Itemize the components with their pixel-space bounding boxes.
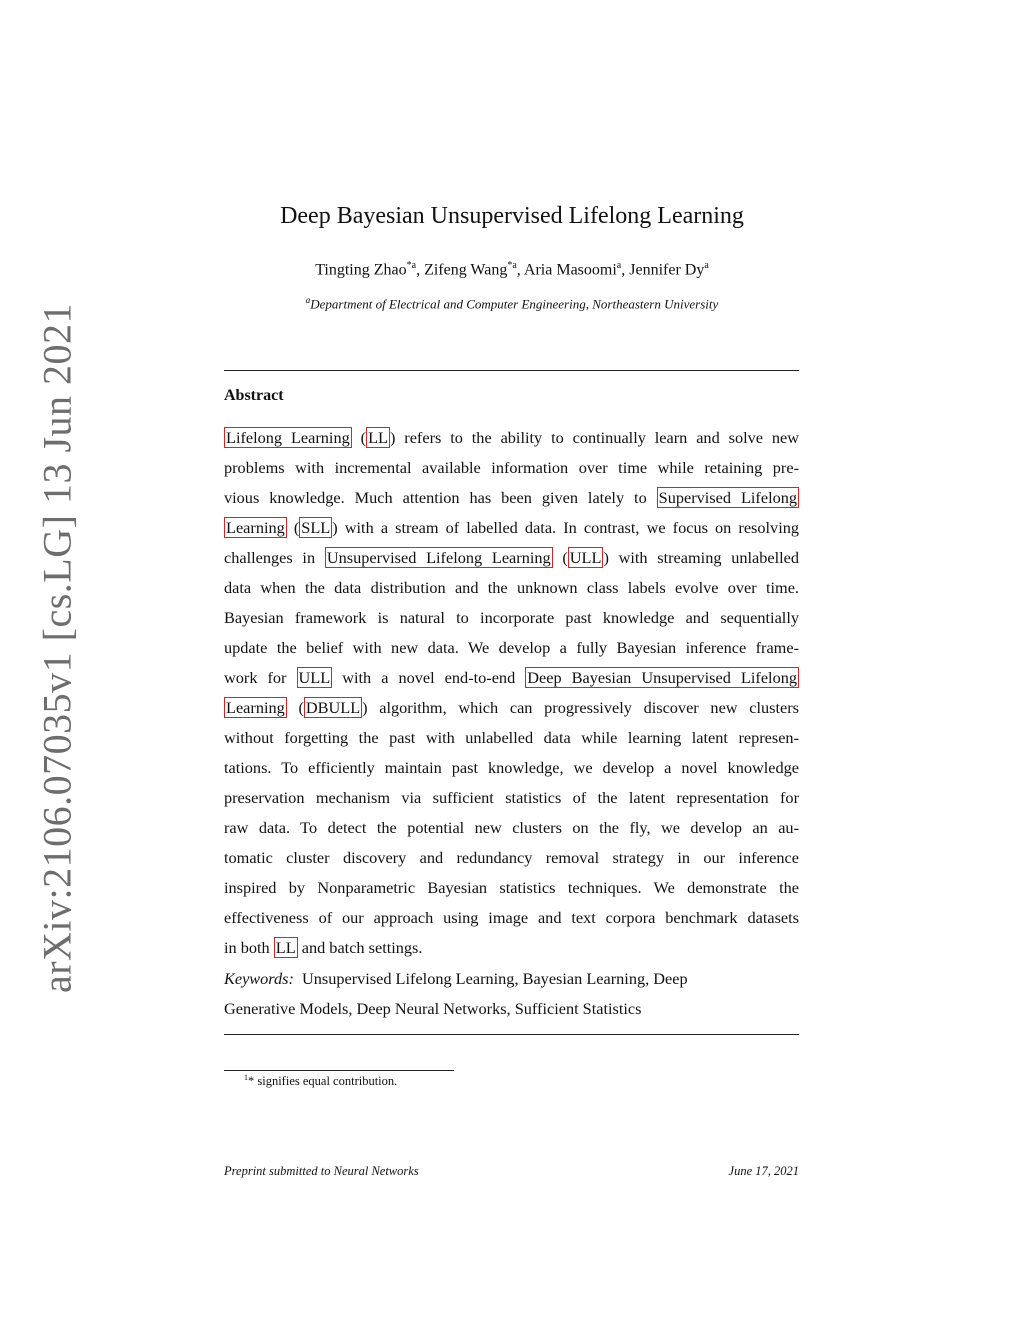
keywords-line-2: Generative Models, Deep Neural Networks, Sufficient Statistics [224,999,642,1018]
affiliation-text: Department of Electrical and Computer Engineering, Northeastern University [310,296,719,312]
affiliation [0,295,1024,312]
arxiv-identifier-stamp[interactable]: arXiv:2106.07035v1 [cs.LG] 13 Jun 2021 [34,302,80,994]
abstract-bottom-rule [224,1034,799,1035]
abstract-text: ) refers to the ability to continually learn and solve new [389,428,799,447]
abstract-text: and batch settings. [297,938,423,957]
glossary-link[interactable]: DBULL [305,698,361,717]
abstract-text: with a novel end-to-end [332,668,526,687]
paper-title: Deep Bayesian Unsupervised Lifelong Learning [280,203,744,229]
abstract-line [224,573,799,603]
abstract-line [224,663,799,693]
footnote-rule [224,1070,454,1071]
author-name: Jennifer Dy [629,261,705,279]
abstract-text: update the belief with new data. We develop a fully Bayesian inference frame- [224,638,799,657]
abstract-text: raw data. To detect the potential new clusters on the fly, we develop an au- [224,818,799,837]
glossary-link[interactable]: ULL [298,668,331,687]
abstract-text: work for [224,668,297,687]
keywords-label: Keywords: [224,969,294,988]
affiliation-mark: a [305,295,311,305]
author-name: Aria Masoomi [523,261,617,279]
glossary-link[interactable]: Supervised Lifelong [658,488,798,507]
abstract-text: preservation mechanism via sufficient statistics of the latent representation for [224,788,799,807]
abstract-line [224,693,799,723]
abstract-line [224,543,799,573]
abstract-line [224,513,799,543]
abstract-text: ) algorithm, which can progressively discover new clusters [362,698,799,717]
author-name: Zifeng Wang [424,261,508,279]
abstract-line [224,603,799,633]
glossary-link[interactable]: Learning [226,518,285,537]
abstract-line [224,453,799,483]
author-affiliation-mark: *a [507,260,517,271]
abstract-line [224,423,799,453]
abstract-line [224,753,799,783]
glossary-link[interactable]: ULL [569,548,602,567]
author-affiliation-mark: *a [406,260,417,271]
abstract-line [224,903,799,933]
abstract-text: ( [286,518,300,537]
abstract-text: in both [224,938,274,957]
glossary-link[interactable]: LL [275,938,296,957]
abstract-line [224,873,799,903]
footnote [244,1073,397,1089]
abstract-text: problems with incremental available information over time while retaining pre- [224,458,799,477]
keywords-block [224,964,799,1024]
abstract-text: challenges in [224,548,325,567]
abstract-line [224,633,799,663]
abstract-text: without forgetting the past with unlabelled data while learning latent represen- [224,728,799,747]
author-name: Tingting Zhao [315,261,407,279]
keywords-text-1: Unsupervised Lifelong Learning, Bayesian Learning, Deep [301,969,688,988]
glossary-link[interactable]: Learning [226,698,285,717]
abstract-text: ( [351,428,367,447]
abstract-text: inspired by Nonparametric Bayesian statistics techniques. We demonstrate the [224,878,799,897]
abstract-text: ) with streaming unlabelled [603,548,800,567]
footnote-mark: 1 [244,1073,248,1082]
abstract-text: ( [552,548,568,567]
glossary-link[interactable]: LL [368,428,388,447]
abstract-line [224,843,799,873]
abstract-text: vious knowledge. Much attention has been given lately to [224,488,657,507]
abstract-text: tations. To efficiently maintain past knowledge, we develop a novel knowledge [224,758,799,777]
abstract-text: data when the data distribution and the unknown class labels evolve over time. [224,578,799,597]
keywords-line-1 [224,964,799,994]
abstract-text: ( [286,698,304,717]
abstract-text: effectiveness of our approach using image and text corpora benchmark datasets [224,908,799,927]
abstract-body [224,423,799,963]
abstract-line [224,933,799,963]
abstract-line [224,723,799,753]
author-list: Tingting Zhao$^{*a}$, Zifeng Wang$^{*a}$, Aria Masoomi$^a$, Jennifer Dy$^a$ [315,260,709,279]
glossary-link[interactable]: Unsupervised Lifelong Learning [326,548,551,567]
abstract-line [224,783,799,813]
author-affiliation-mark: a [616,260,622,271]
glossary-link[interactable]: Deep Bayesian Unsupervised Lifelong [527,668,797,687]
abstract-line [224,483,799,513]
abstract-text: ) with a stream of labelled data. In contrast, we focus on resolving [332,518,799,537]
glossary-link[interactable]: SLL [301,518,331,537]
abstract-text: Bayesian framework is natural to incorporate past knowledge and sequentially [224,608,799,627]
glossary-link[interactable]: Lifelong Learning [226,428,350,447]
abstract-text: tomatic cluster discovery and redundancy removal strategy in our inference [224,848,799,867]
abstract-top-rule [224,370,799,371]
preprint-date: June 17, 2021 [728,1164,799,1178]
author-affiliation-mark: a [704,260,709,271]
abstract-heading: Abstract [224,387,284,404]
footnote-text: * signifies equal contribution. [248,1074,398,1089]
abstract-line [224,813,799,843]
preprint-note: Preprint submitted to Neural Networks [224,1164,419,1178]
